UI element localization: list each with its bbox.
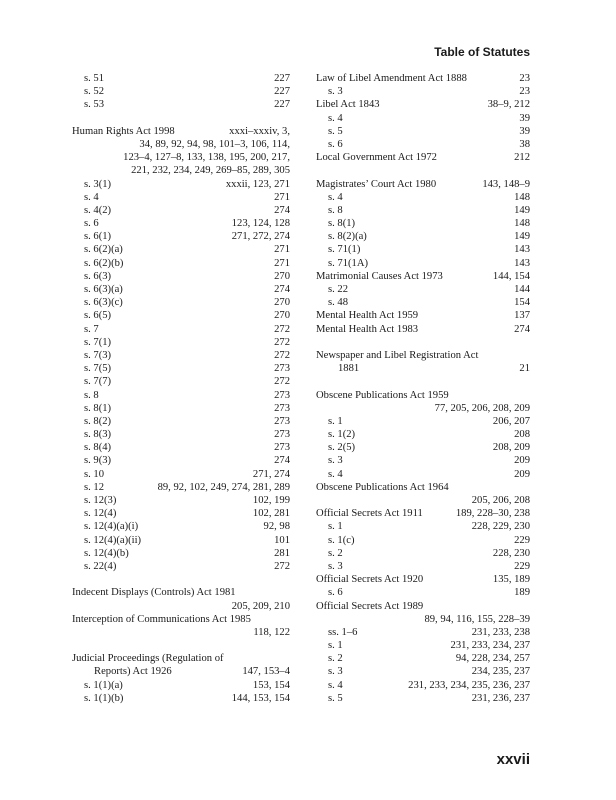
- entry-title: s. 1(1)(b): [84, 692, 124, 704]
- section-entry: [72, 520, 290, 533]
- entry-pages: 39: [519, 112, 530, 124]
- entry-title: s. 12(4): [84, 508, 117, 520]
- entry-pages: 271: [274, 191, 290, 203]
- statute-entry: [72, 586, 290, 599]
- entry-title: s. 8(1): [328, 218, 356, 230]
- entry-title: s. 7(3): [84, 349, 112, 361]
- entry-pages: 102, 281: [252, 508, 290, 520]
- entry-title: s. 2: [328, 547, 343, 559]
- entry-pages: 101: [274, 534, 290, 546]
- section-entry: [72, 389, 290, 402]
- section-entry: [72, 692, 290, 705]
- section-entry: [316, 191, 530, 204]
- entry-title: Reports) Act 1926: [94, 666, 172, 678]
- entry-title: Official Secrets Act 1989: [316, 600, 424, 612]
- entry-pages: 273: [274, 429, 290, 441]
- entry-title: s. 12: [84, 481, 105, 493]
- statute-entry: [316, 389, 530, 402]
- entry-pages: 227: [274, 99, 290, 111]
- entry-pages: 209: [514, 468, 530, 480]
- entry-pages: 149: [514, 231, 530, 243]
- entry-title: s. 6: [328, 587, 343, 599]
- entry-pages: 228, 229, 230: [471, 521, 530, 533]
- entry-continuation: [72, 665, 290, 678]
- section-entry: [72, 494, 290, 507]
- entry-pages: 135, 189: [492, 574, 530, 586]
- entry-title: Human Rights Act 1998: [72, 125, 175, 137]
- entry-pages: 154: [514, 297, 530, 309]
- entry-continuation: [72, 138, 290, 151]
- entry-title: Official Secrets Act 1911: [316, 508, 423, 520]
- section-entry: [316, 441, 530, 454]
- entry-title: s. 71(1A): [328, 257, 369, 269]
- statute-entry: [316, 507, 530, 520]
- entry-title: s. 7(5): [84, 363, 112, 375]
- section-entry: [72, 454, 290, 467]
- entry-pages: 153, 154: [252, 679, 290, 691]
- entry-title: s. 2: [328, 653, 343, 665]
- entry-title: s. 1(2): [328, 429, 356, 441]
- entry-title: s. 4: [328, 191, 343, 203]
- entry-title: s. 53: [84, 99, 105, 111]
- entry-title: Mental Health Act 1983: [316, 323, 419, 335]
- entry-pages: 94, 228, 234, 257: [455, 653, 530, 665]
- section-entry: [316, 547, 530, 560]
- entry-continuation: [72, 600, 290, 613]
- section-entry: [72, 243, 290, 256]
- statute-entry: [72, 652, 290, 665]
- entry-title: s. 8(4): [84, 442, 112, 454]
- entry-pages: xxxii, 123, 271: [225, 178, 290, 190]
- entry-continuation: [316, 402, 530, 415]
- entry-title: s. 3: [328, 666, 343, 678]
- entry-pages: 234, 235, 237: [471, 666, 530, 678]
- section-entry: [316, 204, 530, 217]
- entry-pages: 118, 122: [253, 626, 290, 638]
- section-entry: [316, 454, 530, 467]
- entry-pages: 144, 153, 154: [231, 692, 290, 704]
- running-header: Table of Statutes: [434, 45, 530, 59]
- entry-spacer: [316, 375, 530, 388]
- entry-title: s. 6(3): [84, 270, 112, 282]
- entry-title: s. 1(1)(a): [84, 679, 123, 691]
- entry-continuation: [72, 164, 290, 177]
- section-entry: [72, 428, 290, 441]
- statute-entry: [316, 98, 530, 111]
- entry-title: Libel Act 1843: [316, 99, 380, 111]
- section-entry: [72, 349, 290, 362]
- entry-title: Judicial Proceedings (Regulation of: [72, 653, 224, 665]
- entry-pages: 34, 89, 92, 94, 98, 101–3, 106, 114,: [139, 138, 290, 150]
- section-entry: [72, 375, 290, 388]
- entry-pages: 89, 92, 102, 249, 274, 281, 289: [157, 481, 290, 493]
- section-entry: [72, 402, 290, 415]
- section-entry: [72, 309, 290, 322]
- entry-pages: 273: [274, 415, 290, 427]
- entry-pages: 274: [274, 455, 290, 467]
- entry-pages: 21: [519, 363, 530, 375]
- statute-entry: [316, 178, 530, 191]
- entry-pages: 227: [274, 86, 290, 98]
- entry-title: s. 8(2)(a): [328, 231, 367, 243]
- section-entry: [72, 296, 290, 309]
- entry-title: s. 7(1): [84, 336, 112, 348]
- section-entry: [316, 468, 530, 481]
- entry-title: Mental Health Act 1959: [316, 310, 419, 322]
- page-number: xxvii: [496, 751, 530, 768]
- entry-pages: 227: [274, 73, 290, 84]
- section-entry: [72, 441, 290, 454]
- section-entry: [72, 336, 290, 349]
- section-entry: [72, 534, 290, 547]
- entry-spacer: [72, 112, 290, 125]
- entry-pages: 270: [274, 310, 290, 322]
- entry-title: s. 12(3): [84, 495, 117, 506]
- entry-title: s. 3: [328, 560, 343, 572]
- entry-pages: 231, 236, 237: [471, 692, 530, 704]
- entry-title: s. 2(5): [328, 442, 356, 454]
- section-entry: [316, 639, 530, 652]
- entry-title: s. 6(5): [84, 310, 112, 322]
- entry-pages: 270: [274, 297, 290, 309]
- entry-title: s. 71(1): [328, 244, 361, 256]
- section-entry: [316, 665, 530, 678]
- entry-title: s. 12(4)(b): [84, 547, 129, 559]
- section-entry: [316, 652, 530, 665]
- entry-pages: 206, 207: [492, 415, 530, 427]
- entry-pages: 231, 233, 234, 235, 236, 237: [408, 679, 530, 691]
- entry-pages: 38–9, 212: [487, 99, 530, 111]
- statute-entry: [316, 600, 530, 613]
- entry-pages: 231, 233, 234, 237: [450, 640, 530, 652]
- entry-pages: 189: [514, 587, 530, 599]
- section-entry: [72, 257, 290, 270]
- entry-title: s. 6: [84, 218, 99, 230]
- entry-title: s. 48: [328, 297, 349, 309]
- section-entry: [72, 98, 290, 111]
- section-entry: [72, 323, 290, 336]
- entry-pages: 148: [514, 218, 530, 230]
- entry-title: s. 3: [328, 86, 343, 98]
- section-entry: [72, 507, 290, 520]
- entry-pages: 271, 272, 274: [231, 231, 290, 243]
- section-entry: [316, 283, 530, 296]
- entry-title: s. 1(c): [328, 534, 355, 546]
- entry-pages: 102, 199: [252, 495, 290, 506]
- section-entry: [72, 85, 290, 98]
- section-entry: [72, 468, 290, 481]
- entry-title: Magistrates’ Court Act 1980: [316, 178, 437, 190]
- entry-pages: 205, 209, 210: [231, 600, 290, 612]
- entry-pages: 189, 228–30, 238: [455, 508, 530, 520]
- entry-spacer: [72, 639, 290, 652]
- entry-pages: 229: [514, 560, 530, 572]
- entry-pages: 209: [514, 455, 530, 467]
- statute-entry: [72, 613, 290, 626]
- entry-pages: 208, 209: [492, 442, 530, 454]
- entry-title: s. 4: [328, 468, 343, 480]
- entry-pages: 149: [514, 204, 530, 216]
- entry-pages: 229: [514, 534, 530, 546]
- entry-title: s. 4: [328, 112, 343, 124]
- entry-title: 1881: [338, 363, 360, 375]
- entry-title: s. 8(3): [84, 429, 112, 441]
- entry-title: s. 4: [328, 679, 343, 691]
- entry-title: s. 3: [328, 455, 343, 467]
- section-entry: [316, 520, 530, 533]
- section-entry: [72, 230, 290, 243]
- entry-title: s. 1: [328, 415, 343, 427]
- entry-spacer: [316, 164, 530, 177]
- entry-title: s. 7: [84, 323, 99, 335]
- entry-pages: 144, 154: [492, 270, 530, 282]
- entry-pages: 228, 230: [492, 547, 530, 559]
- section-entry: [316, 230, 530, 243]
- entry-spacer: [316, 336, 530, 349]
- entry-pages: 274: [274, 284, 290, 295]
- entry-title: Matrimonial Causes Act 1973: [316, 270, 443, 282]
- entry-title: Local Government Act 1972: [316, 152, 437, 164]
- section-entry: [316, 243, 530, 256]
- entry-pages: 272: [274, 560, 290, 572]
- section-entry: [72, 547, 290, 560]
- section-entry: [72, 178, 290, 191]
- entry-title: s. 8(2): [84, 415, 112, 427]
- entry-pages: 221, 232, 234, 249, 269–85, 289, 305: [131, 165, 290, 177]
- entry-pages: 273: [274, 442, 290, 454]
- entry-title: s. 10: [84, 468, 105, 480]
- entry-title: Newspaper and Libel Registration Act: [316, 349, 479, 361]
- entry-title: s. 6: [328, 138, 343, 150]
- entry-title: s. 4: [84, 191, 99, 203]
- statute-entry: [316, 349, 530, 362]
- entry-pages: 272: [274, 376, 290, 388]
- section-entry: [316, 534, 530, 547]
- entry-title: s. 12(4)(a)(i): [84, 521, 139, 533]
- entry-title: Law of Libel Amendment Act 1888: [316, 73, 467, 84]
- statute-entry: [316, 72, 530, 85]
- entry-pages: 271, 274: [252, 468, 290, 480]
- statute-entry: [316, 151, 530, 164]
- section-entry: [316, 217, 530, 230]
- entry-title: s. 52: [84, 86, 105, 98]
- entry-title: s. 22: [328, 284, 349, 295]
- entry-title: Obscene Publications Act 1959: [316, 389, 449, 401]
- entry-continuation: [316, 362, 530, 375]
- section-entry: [72, 415, 290, 428]
- entry-title: s. 8: [328, 204, 343, 216]
- entry-pages: 143: [514, 244, 530, 256]
- entry-pages: 39: [519, 125, 530, 137]
- entry-title: s. 5: [328, 125, 343, 137]
- entry-title: s. 3(1): [84, 178, 112, 190]
- entry-continuation: [72, 626, 290, 639]
- section-entry: [72, 283, 290, 296]
- entry-pages: xxxi–xxxiv, 3,: [229, 125, 290, 137]
- entry-pages: 271: [274, 257, 290, 269]
- entry-title: s. 51: [84, 73, 105, 84]
- entry-title: Indecent Displays (Controls) Act 1981: [72, 587, 236, 599]
- entry-title: s. 22(4): [84, 560, 117, 572]
- section-entry: [72, 560, 290, 573]
- entry-pages: 23: [519, 86, 530, 98]
- section-entry: [72, 270, 290, 283]
- entry-pages: 147, 153–4: [242, 666, 290, 678]
- entry-pages: 77, 205, 206, 208, 209: [434, 402, 530, 414]
- section-entry: [316, 125, 530, 138]
- entry-pages: 273: [274, 402, 290, 414]
- statute-entry: [316, 323, 530, 336]
- entry-title: s. 6(3)(a): [84, 284, 123, 295]
- section-entry: [72, 72, 290, 85]
- entry-pages: 143: [514, 257, 530, 269]
- entry-title: Interception of Communications Act 1985: [72, 613, 251, 625]
- entry-spacer: [72, 573, 290, 586]
- entry-title: s. 4(2): [84, 204, 112, 216]
- entry-pages: 89, 94, 116, 155, 228–39: [424, 613, 530, 625]
- section-entry: [316, 85, 530, 98]
- entry-pages: 208: [514, 429, 530, 441]
- entry-continuation: [316, 613, 530, 626]
- entry-pages: 123, 124, 128: [231, 218, 290, 230]
- entry-pages: 273: [274, 389, 290, 401]
- section-entry: [72, 204, 290, 217]
- entry-pages: 270: [274, 270, 290, 282]
- entry-title: s. 8: [84, 389, 99, 401]
- index-column-left: [72, 72, 290, 705]
- entry-pages: 137: [514, 310, 530, 322]
- entry-pages: 281: [274, 547, 290, 559]
- entry-title: s. 6(2)(b): [84, 257, 124, 269]
- section-entry: [72, 481, 290, 494]
- entry-title: s. 12(4)(a)(ii): [84, 534, 142, 546]
- section-entry: [72, 362, 290, 375]
- entry-title: Obscene Publications Act 1964: [316, 481, 449, 493]
- section-entry: [316, 112, 530, 125]
- entry-title: s. 6(1): [84, 231, 112, 243]
- entry-title: s. 6(2)(a): [84, 244, 123, 256]
- entry-title: s. 1: [328, 521, 343, 533]
- section-entry: [316, 679, 530, 692]
- entry-pages: 212: [514, 152, 530, 164]
- section-entry: [316, 560, 530, 573]
- section-entry: [316, 138, 530, 151]
- entry-title: s. 9(3): [84, 455, 112, 467]
- entry-pages: 272: [274, 336, 290, 348]
- section-entry: [72, 191, 290, 204]
- statute-entry: [316, 573, 530, 586]
- entry-pages: 274: [514, 323, 530, 335]
- section-entry: [316, 626, 530, 639]
- entry-pages: 231, 233, 238: [471, 626, 530, 638]
- entry-pages: 272: [274, 349, 290, 361]
- section-entry: [72, 679, 290, 692]
- entry-pages: 271: [274, 244, 290, 256]
- entry-pages: 144: [514, 284, 530, 295]
- entry-title: s. 5: [328, 692, 343, 704]
- entry-title: s. 1: [328, 640, 343, 652]
- statute-entry: [316, 309, 530, 322]
- statute-entry: [316, 270, 530, 283]
- entry-continuation: [316, 494, 530, 507]
- section-entry: [316, 692, 530, 705]
- statute-entry: [72, 125, 290, 138]
- entry-pages: 274: [274, 204, 290, 216]
- section-entry: [316, 415, 530, 428]
- entry-pages: 273: [274, 363, 290, 375]
- section-entry: [316, 586, 530, 599]
- statute-entry: [316, 481, 530, 494]
- entry-pages: 23: [519, 73, 530, 84]
- entry-pages: 272: [274, 323, 290, 335]
- section-entry: [316, 257, 530, 270]
- entry-pages: 123–4, 127–8, 133, 138, 195, 200, 217,: [123, 152, 290, 164]
- entry-pages: 205, 206, 208: [471, 495, 530, 506]
- entry-title: s. 6(3)(c): [84, 297, 123, 309]
- entry-pages: 38: [519, 138, 530, 150]
- entry-title: s. 8(1): [84, 402, 112, 414]
- index-column-right: [316, 72, 530, 705]
- entry-title: ss. 1–6: [328, 626, 358, 638]
- section-entry: [316, 296, 530, 309]
- entry-title: s. 7(7): [84, 376, 112, 388]
- entry-pages: 148: [514, 191, 530, 203]
- entry-continuation: [72, 151, 290, 164]
- entry-title: Official Secrets Act 1920: [316, 574, 424, 586]
- section-entry: [72, 217, 290, 230]
- section-entry: [316, 428, 530, 441]
- entry-pages: 92, 98: [263, 521, 290, 533]
- entry-pages: 143, 148–9: [482, 178, 530, 190]
